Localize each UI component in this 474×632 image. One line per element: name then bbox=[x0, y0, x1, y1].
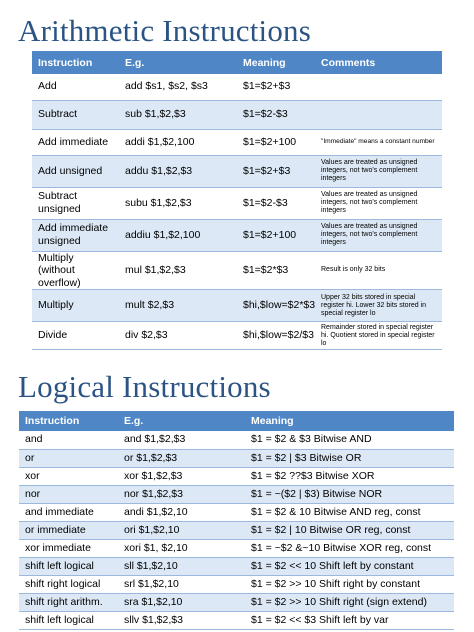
table-row bbox=[32, 322, 442, 350]
example-cell: sllv $1,$2,$3 bbox=[118, 611, 245, 629]
example-cell: addi $1,$2,100 bbox=[119, 129, 237, 155]
logical-table bbox=[19, 411, 454, 630]
instruction-cell: nor bbox=[19, 485, 118, 503]
table-row bbox=[19, 431, 454, 449]
comment-cell: Values are treated as unsigned integers, not two's complement integers bbox=[315, 187, 442, 219]
instruction-cell: or bbox=[19, 449, 118, 467]
instruction-cell: shift right arithm. bbox=[19, 593, 118, 611]
meaning-cell: $1=$2+$3 bbox=[237, 74, 315, 100]
table-row bbox=[19, 521, 454, 539]
header-eg: E.g. bbox=[119, 51, 237, 74]
instruction-cell: and immediate bbox=[19, 503, 118, 521]
instruction-cell: Multiply (without overflow) bbox=[32, 251, 119, 290]
table-row bbox=[19, 467, 454, 485]
table-row bbox=[19, 485, 454, 503]
meaning-cell: $1 = $2 & $3 Bitwise AND bbox=[245, 431, 454, 449]
example-cell: nor $1,$2,$3 bbox=[118, 485, 245, 503]
table-row bbox=[19, 611, 454, 629]
example-cell: and $1,$2,$3 bbox=[118, 431, 245, 449]
example-cell: addiu $1,$2,100 bbox=[119, 219, 237, 251]
instruction-cell: Add immediate unsigned bbox=[32, 219, 119, 251]
meaning-cell: $1 = $2 | $3 Bitwise OR bbox=[245, 449, 454, 467]
meaning-cell: $hi,$low=$2/$3 bbox=[237, 322, 315, 350]
meaning-cell: $1=$2+100 bbox=[237, 219, 315, 251]
instruction-cell: Subtract unsigned bbox=[32, 187, 119, 219]
instruction-cell: xor bbox=[19, 467, 118, 485]
comment-cell: "Immediate" means a constant number bbox=[315, 129, 442, 155]
meaning-cell: $1=$2*$3 bbox=[237, 251, 315, 290]
instruction-cell: Subtract bbox=[32, 100, 119, 129]
instruction-cell: shift left logical bbox=[19, 557, 118, 575]
example-cell: or $1,$2,$3 bbox=[118, 449, 245, 467]
meaning-cell: $1=$2+100 bbox=[237, 129, 315, 155]
table-row bbox=[32, 74, 442, 100]
example-cell: add $s1, $s2, $s3 bbox=[119, 74, 237, 100]
example-cell: subu $1,$2,$3 bbox=[119, 187, 237, 219]
table-row bbox=[19, 539, 454, 557]
example-cell: andi $1,$2,10 bbox=[118, 503, 245, 521]
arithmetic-table bbox=[32, 51, 442, 350]
table-row bbox=[19, 557, 454, 575]
comment-cell: Values are treated as unsigned integers, not two's complement integers bbox=[315, 219, 442, 251]
meaning-cell: $1 = $2 & 10 Bitwise AND reg, const bbox=[245, 503, 454, 521]
table-row bbox=[32, 100, 442, 129]
table-row bbox=[32, 290, 442, 322]
table-row bbox=[32, 187, 442, 219]
instruction-cell: Multiply bbox=[32, 290, 119, 322]
meaning-cell: $1 = $2 ??$3 Bitwise XOR bbox=[245, 467, 454, 485]
example-cell: sll $1,$2,10 bbox=[118, 557, 245, 575]
example-cell: xori $1, $2,10 bbox=[118, 539, 245, 557]
example-cell: sra $1,$2,10 bbox=[118, 593, 245, 611]
instruction-cell: or immediate bbox=[19, 521, 118, 539]
comment-cell bbox=[315, 74, 442, 100]
instruction-cell: shift right logical bbox=[19, 575, 118, 593]
instruction-cell: Add immediate bbox=[32, 129, 119, 155]
header-comments: Comments bbox=[315, 51, 442, 74]
meaning-cell: $1 = ~($2 | $3) Bitwise NOR bbox=[245, 485, 454, 503]
table-row bbox=[19, 449, 454, 467]
logical-heading: Logical Instructions bbox=[18, 369, 271, 404]
example-cell: srl $1,$2,10 bbox=[118, 575, 245, 593]
table-row bbox=[19, 503, 454, 521]
meaning-cell: $hi,$low=$2*$3 bbox=[237, 290, 315, 322]
meaning-cell: $1 = $2 | 10 Bitwise OR reg, const bbox=[245, 521, 454, 539]
meaning-cell: $1 = $2 >> 10 Shift right by constant bbox=[245, 575, 454, 593]
instruction-cell: shift left logical bbox=[19, 611, 118, 629]
example-cell: div $2,$3 bbox=[119, 322, 237, 350]
table-row bbox=[32, 251, 442, 290]
comment-cell: Values are treated as unsigned integers, not two's complement integers bbox=[315, 155, 442, 187]
table-row bbox=[32, 129, 442, 155]
arithmetic-heading: Arithmetic Instructions bbox=[18, 13, 312, 48]
instruction-cell: xor immediate bbox=[19, 539, 118, 557]
header-meaning: Meaning bbox=[237, 51, 315, 74]
meaning-cell: $1=$2-$3 bbox=[237, 187, 315, 219]
header-eg: E.g. bbox=[118, 411, 245, 431]
meaning-cell: $1 = $2 << 10 Shift left by constant bbox=[245, 557, 454, 575]
comment-cell: Upper 32 bits stored in special register hi. Lower 32 bits stored in special register lo bbox=[315, 290, 442, 322]
example-cell: mult $2,$3 bbox=[119, 290, 237, 322]
header-meaning: Meaning bbox=[245, 411, 454, 431]
meaning-cell: $1 = $2 >> 10 Shift right (sign extend) bbox=[245, 593, 454, 611]
table-row bbox=[19, 593, 454, 611]
instruction-cell: Add bbox=[32, 74, 119, 100]
example-cell: mul $1,$2,$3 bbox=[119, 251, 237, 290]
instruction-cell: and bbox=[19, 431, 118, 449]
example-cell: addu $1,$2,$3 bbox=[119, 155, 237, 187]
example-cell: xor $1,$2,$3 bbox=[118, 467, 245, 485]
table-row bbox=[32, 155, 442, 187]
header-instruction: Instruction bbox=[19, 411, 118, 431]
table-row bbox=[19, 575, 454, 593]
comment-cell: Remainder stored in special register hi. Quotient stored in special register lo bbox=[315, 322, 442, 350]
header-instruction: Instruction bbox=[32, 51, 119, 74]
table-row bbox=[32, 219, 442, 251]
comment-cell bbox=[315, 100, 442, 129]
comment-cell: Result is only 32 bits bbox=[315, 251, 442, 290]
meaning-cell: $1=$2-$3 bbox=[237, 100, 315, 129]
meaning-cell: $1 = ~$2 &~10 Bitwise XOR reg, const bbox=[245, 539, 454, 557]
example-cell: ori $1,$2,10 bbox=[118, 521, 245, 539]
instruction-cell: Add unsigned bbox=[32, 155, 119, 187]
instruction-cell: Divide bbox=[32, 322, 119, 350]
meaning-cell: $1 = $2 << $3 Shift left by var bbox=[245, 611, 454, 629]
meaning-cell: $1=$2+$3 bbox=[237, 155, 315, 187]
example-cell: sub $1,$2,$3 bbox=[119, 100, 237, 129]
